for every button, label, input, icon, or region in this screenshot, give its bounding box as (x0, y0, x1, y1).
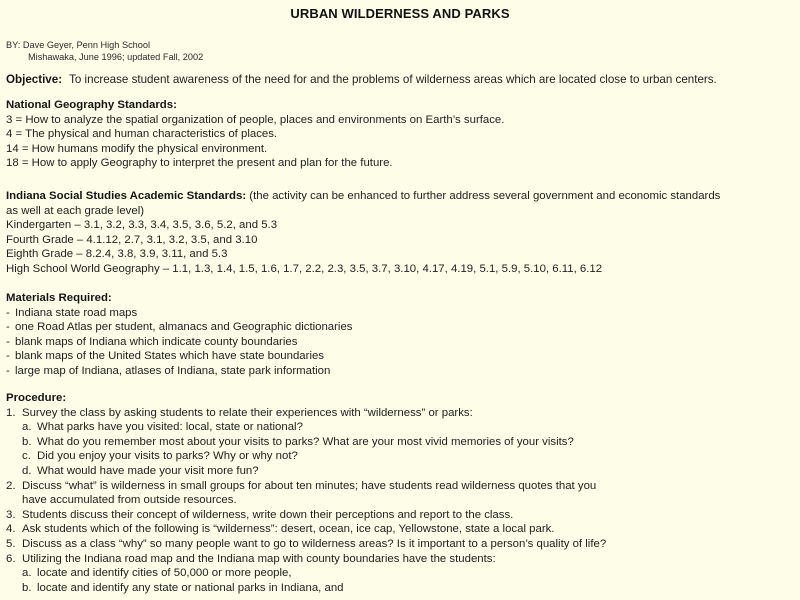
procedure-substep: b. locate and identify any state or national parks in Indiana, and (22, 581, 344, 594)
dash-bullet-icon: - (6, 350, 10, 363)
document-title: URBAN WILDERNESS AND PARKS (290, 6, 510, 21)
indiana-standards-header-row (6, 189, 796, 204)
procedure-section (6, 391, 796, 595)
national-standard-item: 18 = How to apply Geography to interpret the present and plan for the future. (6, 157, 393, 170)
procedure-step: 1. Survey the class by asking students to relate their experiences with “wilderness” or parks: (6, 406, 473, 419)
national-standards-section (6, 98, 796, 171)
indiana-standard-item: High School World Geography – 1.1, 1.3, 1.4, 1.5, 1.6, 1.7, 2.2, 2.3, 3.5, 3.7, 3.10, 4.17, 4.19, 5.1, 5.9, 5.10, 6.11, 6.12 (6, 262, 603, 275)
national-standard-item: 3 = How to analyze the spatial organization of people, places and environments on Earth’s surface. (6, 113, 505, 126)
indiana-standards-note-continued: as well at each grade level) (6, 204, 145, 217)
indiana-standard-item: Eighth Grade – 8.2.4, 3.8, 3.9, 3.11, and 5.3 (6, 248, 228, 261)
dash-bullet-icon: - (6, 364, 10, 377)
dash-bullet-icon: - (6, 306, 10, 319)
byline-author: Dave Geyer, Penn High School (22, 40, 151, 50)
byline-author-row (6, 39, 203, 51)
byline-location-date: Mishawaka, June 1996; updated Fall, 2002 (28, 52, 204, 62)
national-standard-item: 4 = The physical and human characteristics of places. (6, 128, 278, 141)
materials-item: - one Road Atlas per student, almanacs and Geographic dictionaries (6, 321, 353, 334)
procedure-heading: Procedure: (6, 392, 67, 404)
procedure-step: 6. Utilizing the Indiana road map and the Indiana map with county boundaries have the students: (6, 552, 496, 565)
dash-bullet-icon: - (6, 335, 10, 348)
procedure-step: 3. Students discuss their concept of wilderness, write down their perceptions and report to the class. (6, 508, 514, 521)
indiana-standard-item: Kindergarten – 3.1, 3.2, 3.3, 3.4, 3.5, 3.6, 5.2, and 5.3 (6, 219, 278, 232)
indiana-standard-item: Fourth Grade – 4.1.12, 2.7, 3.1, 3.2, 3.5, and 3.10 (6, 233, 258, 246)
national-standards-heading: National Geography Standards: (6, 99, 177, 111)
indiana-standards-note: (the activity can be enhanced to further address several government and economic standards (249, 190, 721, 202)
byline (6, 39, 203, 63)
procedure-step: 5. Discuss as a class “why” so many people want to go to wilderness areas? Is it important to a person’s quality of life? (6, 537, 607, 550)
byline-label: BY: (6, 40, 21, 50)
materials-item: - Indiana state road maps (6, 306, 138, 319)
procedure-substep: a. What parks have you visited: local, state or national? (22, 421, 303, 434)
materials-item: - blank maps of the United States which have state boundaries (6, 350, 324, 363)
national-standard-item: 14 = How humans modify the physical environment. (6, 142, 268, 155)
dash-bullet-icon: - (6, 321, 10, 334)
materials-section (6, 291, 796, 379)
objective-section (6, 73, 796, 88)
materials-item: - large map of Indiana, atlases of Indiana, state park information (6, 364, 331, 377)
procedure-step: 2. Discuss “what” is wilderness in small groups for about ten minutes; have students read wilderness quotes that you (6, 479, 597, 492)
indiana-standards-heading: Indiana Social Studies Academic Standards: (6, 190, 247, 202)
procedure-substep: c. Did you enjoy your visits to parks? Why or why not? (22, 450, 298, 463)
procedure-step: 4. Ask students which of the following is “wilderness”: desert, ocean, ice cap, Yellowstone, state a local park. (6, 523, 555, 536)
materials-item: - blank maps of Indiana which indicate county boundaries (6, 335, 298, 348)
procedure-substep: a. locate and identify cities of 50,000 or more people, (22, 567, 292, 580)
procedure-step-continuation: have accumulated from outside resources. (22, 494, 237, 507)
materials-heading: Materials Required: (6, 292, 112, 304)
indiana-standards-section (6, 189, 796, 277)
objective-text: To increase student awareness of the need for and the problems of wilderness areas which are located close to urban centers. (69, 73, 717, 86)
procedure-substep: d. What would have made your visit more fun? (22, 464, 259, 477)
procedure-substep: b. What do you remember most about your visits to parks? What are your most vivid memories of your visits? (22, 435, 574, 448)
objective-heading: Objective: (6, 73, 63, 86)
